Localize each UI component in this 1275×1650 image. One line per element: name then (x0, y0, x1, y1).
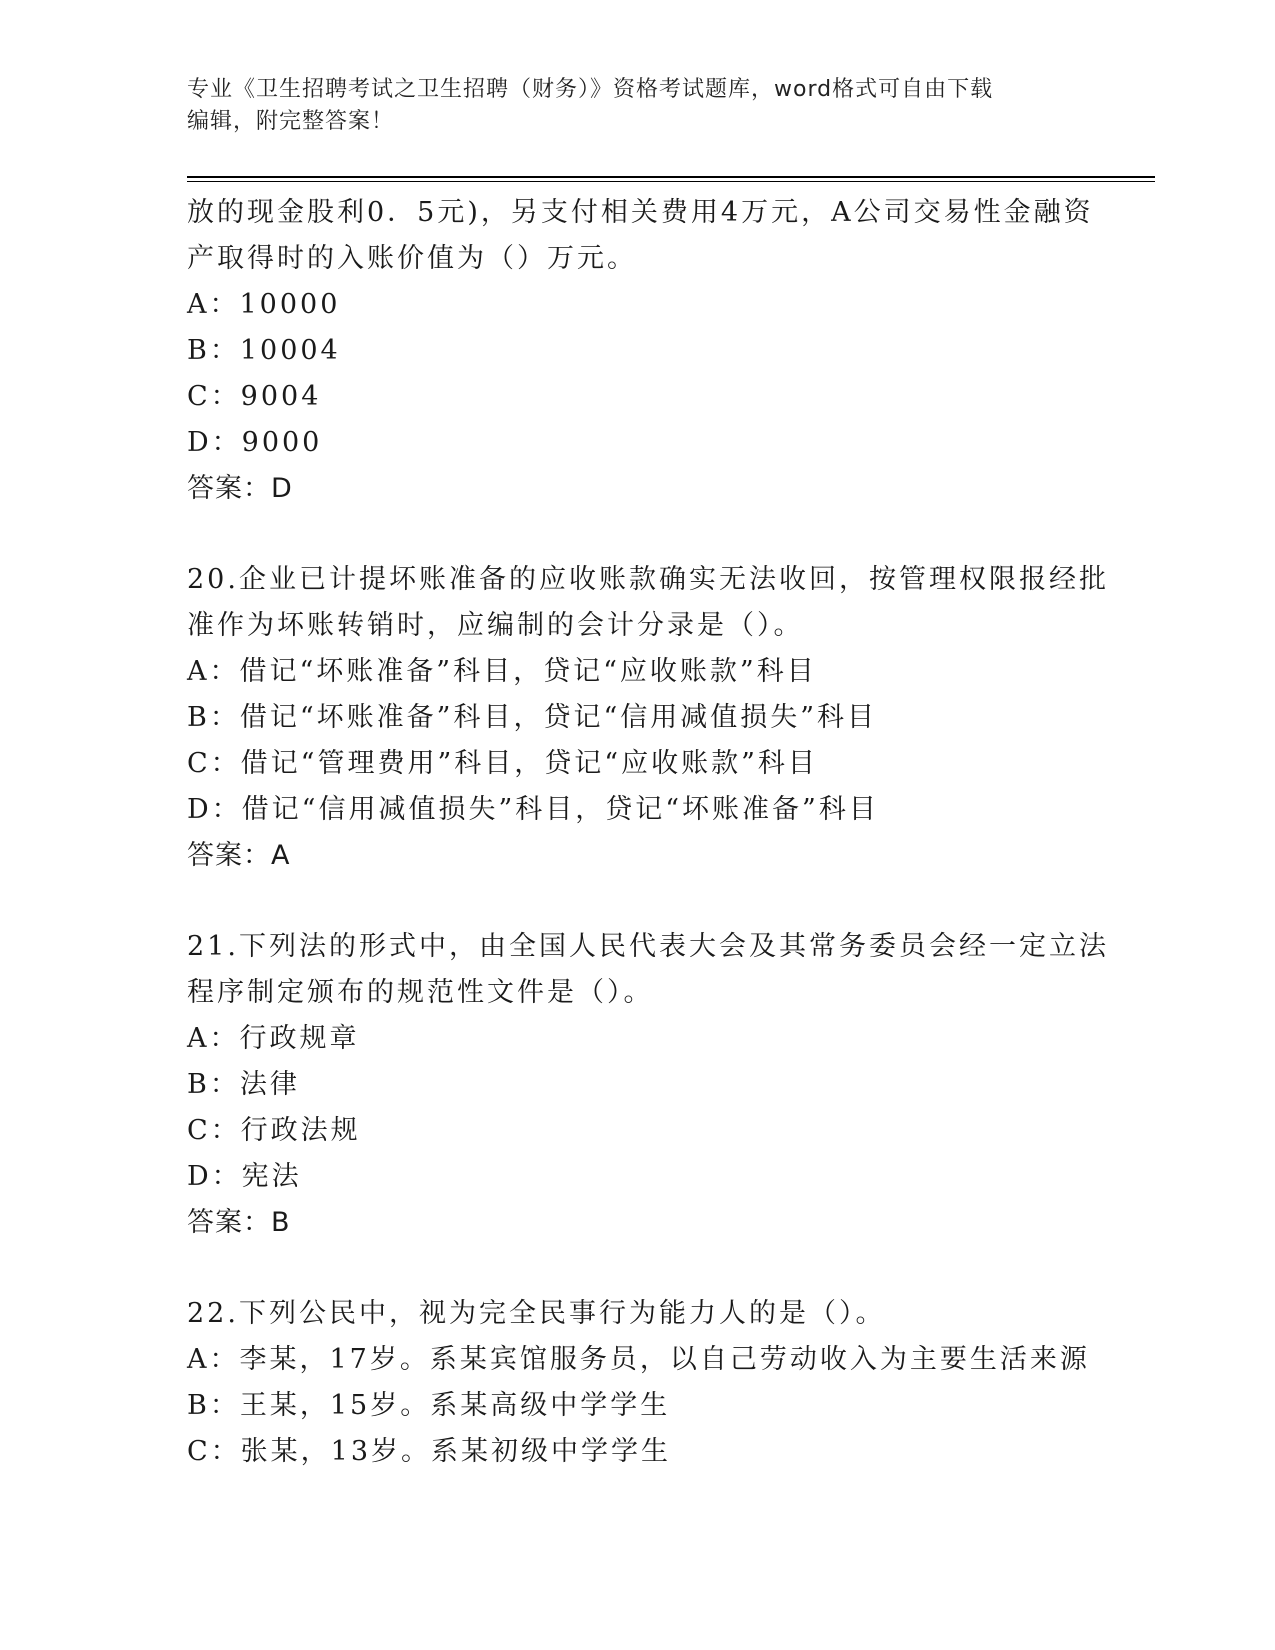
question-19 (187, 190, 1094, 512)
option-b: B：10004 (187, 335, 341, 366)
question-text: 程序制定颁布的规范性文件是（）。 (187, 977, 654, 1008)
option-c: C：行政法规 (187, 1115, 361, 1146)
header-line-2: 编辑，附完整答案！ (187, 109, 395, 134)
option-b: B：法律 (187, 1069, 300, 1100)
option-b: B：王某，15岁。系某高级中学学生 (187, 1390, 671, 1421)
option-a: A：行政规章 (187, 1023, 360, 1054)
option-d: D：宪法 (187, 1161, 302, 1192)
option-a: A：10000 (187, 289, 341, 320)
question-text: 22.下列公民中，视为完全民事行为能力人的是（）。 (187, 1298, 886, 1329)
header-line-1: 专业《卫生招聘考试之卫生招聘（财务）》资格考试题库，word格式可自由下载 (187, 77, 994, 102)
answer-line: 答案：A (187, 840, 291, 871)
option-c: C：借记“管理费用”科目，贷记“应收账款”科目 (187, 748, 818, 779)
question-text: 产取得时的入账价值为（）万元。 (187, 243, 637, 274)
document-header (187, 74, 1087, 138)
question-21 (187, 924, 1109, 1246)
question-text: 21.下列法的形式中，由全国人民代表大会及其常务委员会经一定立法 (187, 931, 1109, 962)
option-b: B：借记“坏账准备”科目，贷记“信用减值损失”科目 (187, 702, 878, 733)
option-d: D：借记“信用减值损失”科目，贷记“坏账准备”科目 (187, 794, 879, 825)
question-text: 20.企业已计提坏账准备的应收账款确实无法收回，按管理权限报经批 (187, 564, 1109, 595)
option-a: A：借记“坏账准备”科目，贷记“应收账款”科目 (187, 656, 817, 687)
question-20 (187, 557, 1109, 879)
question-22 (187, 1291, 1090, 1475)
question-list (187, 190, 1109, 1475)
answer-line: 答案：D (187, 473, 293, 504)
option-c: C：张某，13岁。系某初级中学学生 (187, 1436, 672, 1467)
header-divider-thick (187, 176, 1155, 178)
question-text: 准作为坏账转销时，应编制的会计分录是（）。 (187, 610, 804, 641)
header-divider-thin (187, 181, 1155, 182)
question-text: 放的现金股利0．5元)，另支付相关费用4万元，A公司交易性金融资 (187, 197, 1094, 228)
option-a: A：李某，17岁。系某宾馆服务员，以自己劳动收入为主要生活来源 (187, 1344, 1090, 1375)
answer-line: 答案：B (187, 1207, 291, 1238)
option-d: D：9000 (187, 427, 323, 458)
option-c: C：9004 (187, 381, 322, 412)
